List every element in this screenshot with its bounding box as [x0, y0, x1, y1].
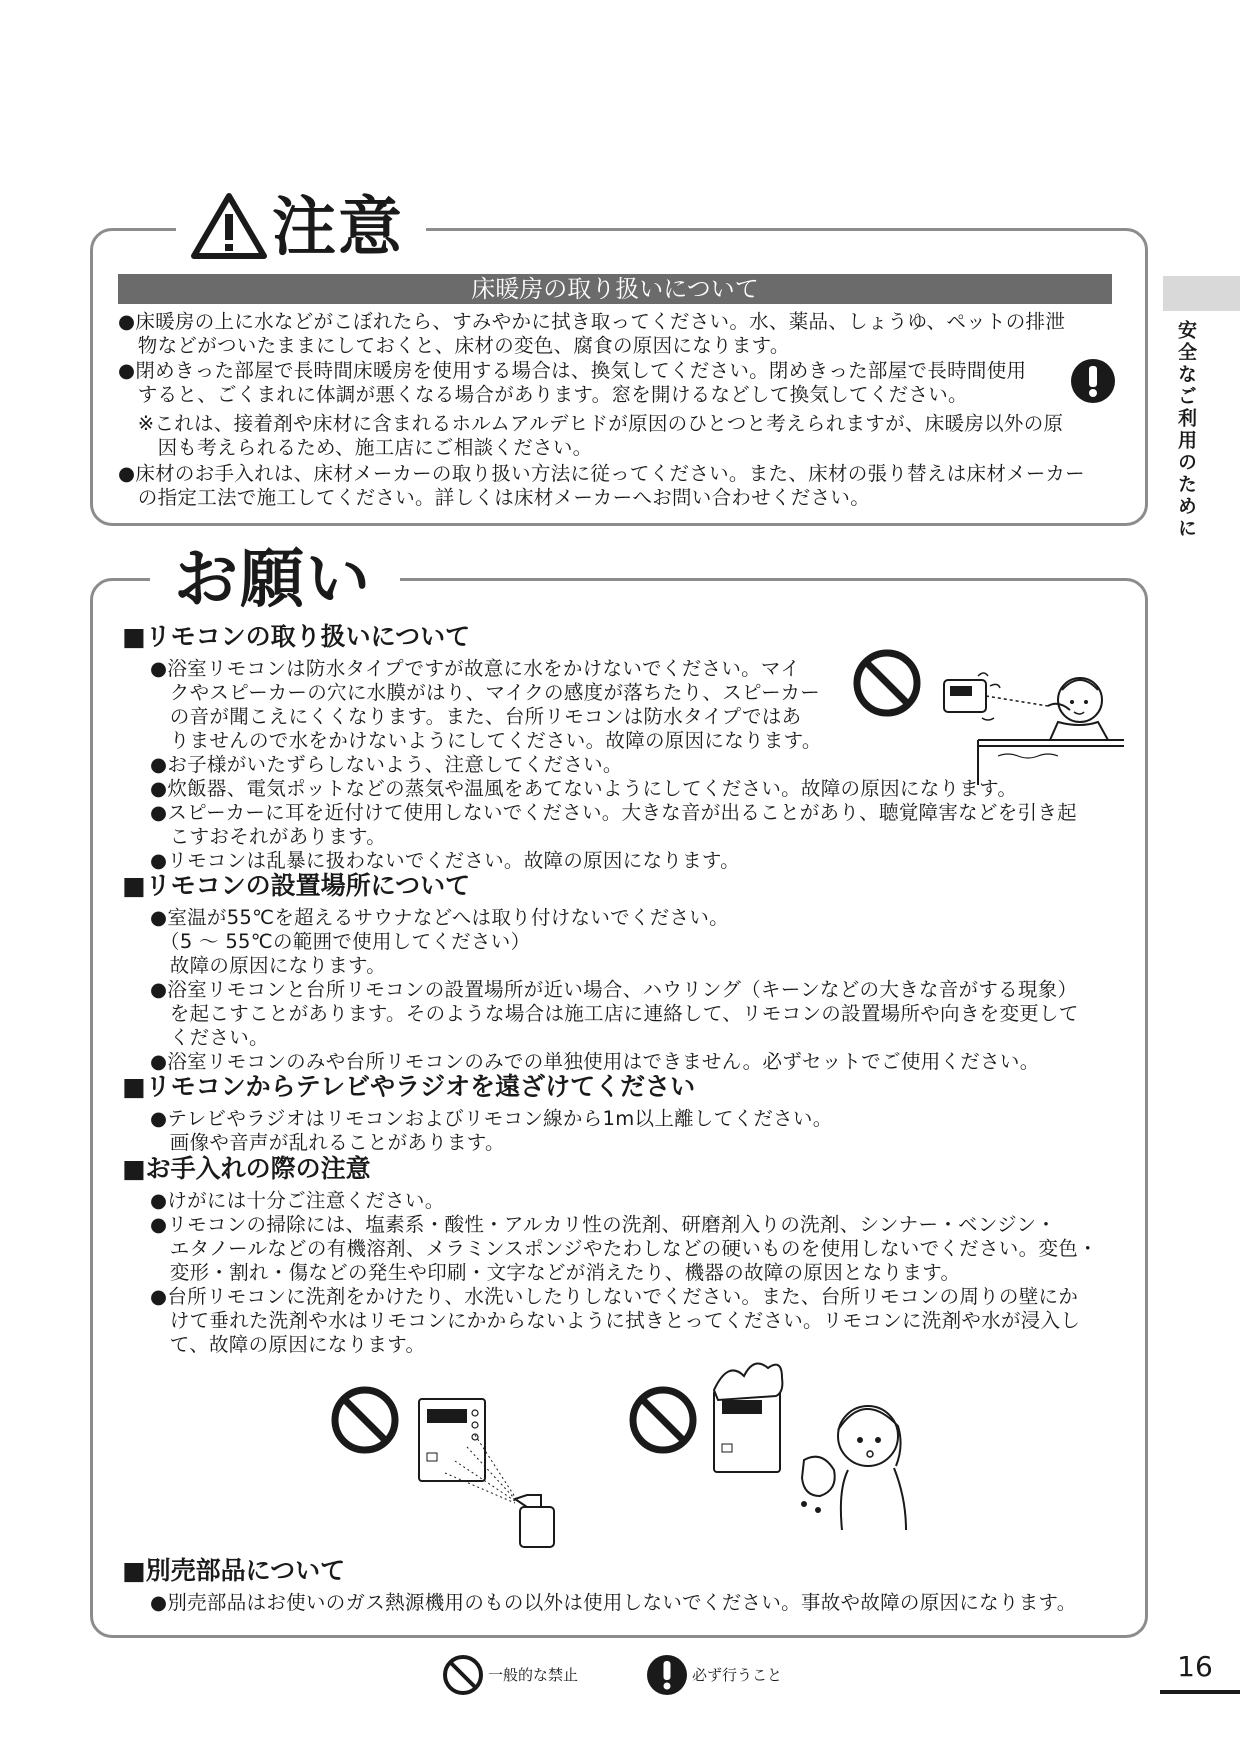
page-number: 16: [1177, 1650, 1213, 1683]
section-line: ●浴室リモコンと台所リモコンの設置場所が近い場合、ハウリング（キーンなどの大きな音がする現象）: [150, 978, 1078, 1001]
section-line: ●室温が55℃を超えるサウナなどへは取り付けないでください。: [150, 906, 729, 929]
spray-on-remote-illustration: [415, 1395, 565, 1554]
section-line: ●リモコンは乱暴に扱わないでください。故障の原因になります。: [150, 849, 740, 872]
section-line: の音が聞こえにくくなります。また、台所リモコンは防水タイプではあ: [150, 705, 802, 728]
section-heading: ■お手入れの際の注意: [122, 1154, 371, 1183]
caution-line: ●閉めきった部屋で長時間床暖房を使用する場合は、換気してください。閉めきった部屋で長時間使用: [118, 359, 1027, 382]
caution-title: 注意: [272, 191, 404, 265]
section-line: て、故障の原因になります。: [150, 1333, 426, 1356]
section-line: 故障の原因になります。: [150, 954, 387, 977]
section-line: りませんので水をかけないようにしてください。故障の原因になります。: [150, 729, 822, 752]
section-line: ●お子様がいたずらしないよう、注意してください。: [150, 753, 623, 776]
prohibition-icon: [628, 1385, 698, 1455]
section-line: 画像や音声が乱れることがあります。: [150, 1131, 505, 1154]
child-splashing-illustration: [938, 660, 1128, 789]
page-number-rule: [1160, 1690, 1240, 1694]
side-tab-marker: [1163, 276, 1240, 311]
warning-triangle-icon: [190, 192, 268, 264]
section-line: ●リモコンの掃除には、塩素系・酸性・アルカリ性の洗剤、研磨剤入りの洗剤、シンナー・ベンジン・: [150, 1213, 1057, 1236]
section-line: （5 ～ 55℃の範囲で使用してください）: [150, 930, 531, 953]
prohibition-icon: [442, 1654, 484, 1696]
section-line: を起こすことがあります。そのような場合は施工店に連絡して、リモコンの設置場所や向きを変更して: [150, 1002, 1079, 1025]
request-title: お願い: [174, 543, 372, 617]
section-line: ●炊飯器、電気ポットなどの蒸気や温風をあてないようにしてください。故障の原因になります。: [150, 777, 1018, 800]
section-line: エタノールなどの有機溶剤、メラミンスポンジやたわしなどの硬いものを使用しないでください。変色・: [150, 1237, 1098, 1260]
caution-heading: [176, 186, 426, 270]
side-tab-label: 安全なご利用のために: [1175, 320, 1197, 540]
section-line: ●スピーカーに耳を近付けて使用しないでください。大きな音が出ることがあり、聴覚障害などを引き起: [150, 801, 1077, 824]
caution-line: 物などがついたままにしておくと、床材の変色、腐食の原因になります。: [118, 334, 790, 357]
section-heading: ■リモコンの設置場所について: [122, 871, 471, 900]
section-line: 変形・割れ・傷などの発生や印刷・文字などが消えたり、機器の故障の原因となります。: [150, 1261, 961, 1284]
caution-line: ●床材のお手入れは、床材メーカーの取り扱い方法に従ってください。また、床材の張り替えは床材メーカー: [118, 462, 1085, 485]
section-line: ●別売部品はお使いのガス熱源機用のもの以外は使用しないでください。事故や故障の原因になります。: [150, 1591, 1077, 1614]
section-line: ●浴室リモコンのみや台所リモコンのみでの単独使用はできません。必ずセットでご使用ください。: [150, 1050, 1040, 1073]
washing-remote-illustration: [708, 1350, 918, 1544]
caution-line: すると、ごくまれに体調が悪くなる場合があります。窓を開けるなどして換気してください。: [118, 383, 968, 406]
legend-must-label: 必ず行うこと: [692, 1666, 783, 1684]
must-do-icon: [1070, 358, 1116, 404]
section-line: けて垂れた洗剤や水はリモコンにかからないように拭きとってください。リモコンに洗剤や水が浸入し: [150, 1309, 1081, 1332]
must-do-icon: [646, 1654, 688, 1696]
section-line: ●テレビやラジオはリモコンおよびリモコン線から1m以上離してください。: [150, 1107, 833, 1130]
section-heading: ■リモコンからテレビやラジオを遠ざけてください: [122, 1072, 696, 1101]
section-line: こすおそれがあります。: [150, 825, 387, 848]
section-heading: ■リモコンの取り扱いについて: [122, 622, 471, 651]
legend-prohibit-label: 一般的な禁止: [488, 1666, 579, 1684]
section-line: ●けがには十分ご注意ください。: [150, 1189, 445, 1212]
caution-band-title: 床暖房の取り扱いについて: [118, 274, 1112, 304]
section-line: ください。: [150, 1026, 269, 1049]
caution-line: の指定工法で施工してください。詳しくは床材メーカーへお問い合わせください。: [118, 486, 871, 509]
section-line: ●台所リモコンに洗剤をかけたり、水洗いしたりしないでください。また、台所リモコンの周りの壁にか: [150, 1285, 1079, 1308]
request-heading: [150, 540, 400, 620]
section-line: クやスピーカーの穴に水膜がはり、マイクの感度が落ちたり、スピーカー: [150, 681, 821, 704]
prohibition-icon: [852, 648, 922, 718]
caution-line: ●床暖房の上に水などがこぼれたら、すみやかに拭き取ってください。水、薬品、しょうゆ、ペットの排泄: [118, 310, 1066, 333]
prohibition-icon: [330, 1385, 400, 1455]
section-line: ●浴室リモコンは防水タイプですが故意に水をかけないでください。マイ: [150, 657, 801, 680]
caution-line: 因も考えられるため、施工店にご相談ください。: [118, 436, 593, 459]
caution-line: ※これは、接着剤や床材に含まれるホルムアルデヒドが原因のひとつと考えられますが、床暖房以外の原: [118, 412, 1064, 435]
section-heading: ■別売部品について: [122, 1556, 346, 1585]
